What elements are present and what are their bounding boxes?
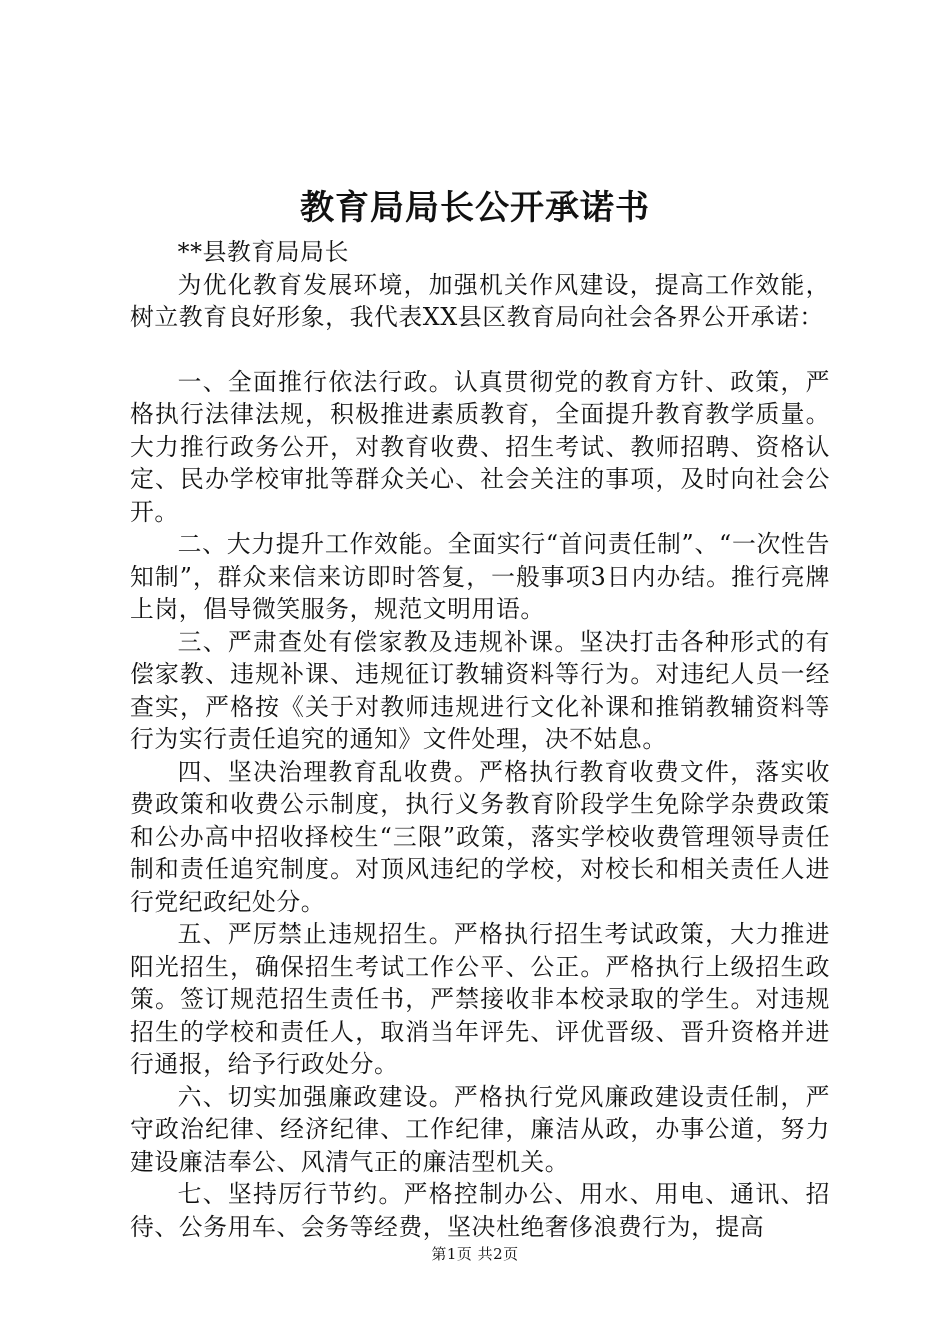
commitment-paragraph-2: 二、大力提升工作效能。全面实行“首问责任制”、“一次性告知制”，群众来信来访即时答复，一般事项3日内办结。推行亮牌上岗，倡导微笑服务，规范文明用语。 [130, 530, 830, 623]
commitment-paragraph-5: 五、严厉禁止违规招生。严格执行招生考试政策，大力推进阳光招生，确保招生考试工作公平、公正。严格执行上级招生政策。签订规范招生责任书，严禁接收非本校录取的学生。对违规招生的学校和责任人，取消当年评先、评优晋级、晋升资格并进行通报，给予行政处分。 [130, 920, 830, 1078]
intro-paragraph: 为优化教育发展环境，加强机关作风建设，提高工作效能，树立教育良好形象，我代表XX县区教育局向社会各界公开承诺： [130, 270, 830, 331]
commitment-paragraph-1: 一、全面推行依法行政。认真贯彻党的教育方针、政策，严格执行法律法规，积极推进素质教育，全面提升教育教学质量。大力推行政务公开，对教育收费、招生考试、教师招聘、资格认定、民办学校审批等群众关心、社会关注的事项，及时向社会公开。 [130, 367, 830, 526]
page-footer: 第1页 共2页 [431, 1245, 519, 1263]
commitment-paragraph-7: 七、坚持厉行节约。严格控制办公、用水、用电、通讯、招待、公务用车、会务等经费，坚决杜绝奢侈浪费行为，提高 [130, 1180, 830, 1241]
document-body [130, 236, 830, 1243]
commitment-paragraph-3: 三、严肃查处有偿家教及违规补课。坚决打击各种形式的有偿家教、违规补课、违规征订教辅资料等行为。对违纪人员一经查实，严格按《关于对教师违规进行文化补课和推销教辅资料等行为实行责任追究的通知》文件处理，决不姑息。 [130, 627, 830, 753]
document-title: 教育局局长公开承诺书 [300, 188, 650, 228]
commitment-paragraph-4: 四、坚决治理教育乱收费。严格执行教育收费文件，落实收费政策和收费公示制度，执行义务教育阶段学生免除学杂费政策和公办高中招收择校生“三限”政策，落实学校收费管理领导责任制和责任追究制度。对顶风违纪的学校，对校长和相关责任人进行党纪政纪处分。 [130, 757, 830, 916]
addressee-line: **县教育局局长 [177, 238, 349, 266]
commitment-paragraph-6: 六、切实加强廉政建设。严格执行党风廉政建设责任制，严守政治纪律、经济纪律、工作纪律，廉洁从政，办事公道，努力建设廉洁奉公、风清气正的廉洁型机关。 [130, 1082, 830, 1176]
